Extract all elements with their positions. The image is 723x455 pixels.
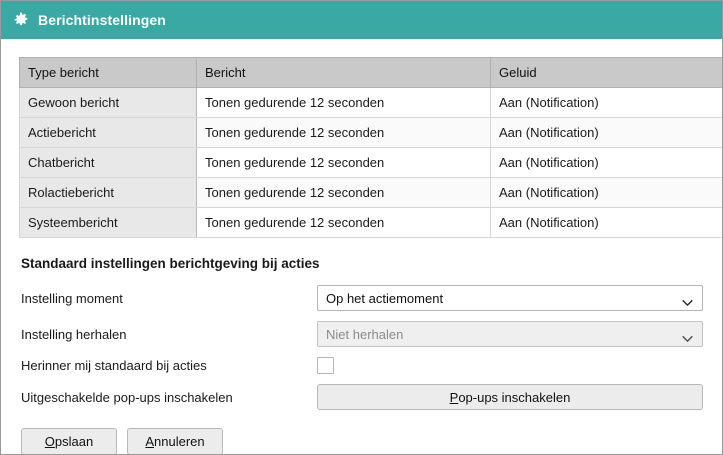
- repeat-row: [19, 321, 704, 347]
- column-header-sound: Geluid: [491, 58, 723, 88]
- moment-select-value: Op het actiemoment: [326, 290, 444, 306]
- repeat-select-value: Niet herhalen: [326, 326, 404, 342]
- cell-message[interactable]: Tonen gedurende 12 seconden: [197, 148, 491, 178]
- table-row[interactable]: [20, 178, 723, 208]
- enable-popups-button-mnemonic: P: [449, 389, 459, 405]
- save-button-label: pslaan: [54, 434, 94, 449]
- cancel-button-label: nnuleren: [154, 434, 205, 449]
- cell-message[interactable]: Tonen gedurende 12 seconden: [197, 178, 491, 208]
- save-button[interactable]: [21, 428, 117, 455]
- moment-row: [19, 285, 704, 311]
- cell-message[interactable]: Tonen gedurende 12 seconden: [197, 88, 491, 118]
- remind-label: Herinner mij standaard bij acties: [21, 358, 207, 373]
- popup-row: [19, 384, 704, 410]
- chevron-down-icon: [682, 295, 693, 302]
- repeat-select[interactable]: [317, 321, 703, 347]
- cell-sound[interactable]: Aan (Notification): [491, 208, 723, 238]
- remind-checkbox[interactable]: [317, 357, 334, 374]
- moment-label: Instelling moment: [21, 290, 123, 306]
- table-row[interactable]: [20, 118, 723, 148]
- column-header-message: Bericht: [197, 58, 491, 88]
- gear-icon: [13, 12, 29, 28]
- save-button-mnemonic: O: [44, 434, 55, 449]
- table-header-row: [20, 58, 723, 88]
- cancel-button-mnemonic: A: [145, 434, 155, 449]
- cell-type: Rolactiebericht: [20, 178, 197, 208]
- window-content: [1, 39, 722, 455]
- enable-popups-button-label: op-ups inschakelen: [458, 389, 571, 405]
- title-bar: [1, 1, 722, 39]
- table-row[interactable]: [20, 208, 723, 238]
- remind-row: [19, 357, 704, 374]
- cell-message[interactable]: Tonen gedurende 12 seconden: [197, 118, 491, 148]
- cell-sound[interactable]: Aan (Notification): [491, 118, 723, 148]
- cell-sound[interactable]: Aan (Notification): [491, 88, 723, 118]
- cell-message[interactable]: Tonen gedurende 12 seconden: [197, 208, 491, 238]
- defaults-section-title: Standaard instellingen berichtgeving bij acties: [21, 256, 320, 271]
- cell-type: Actiebericht: [20, 118, 197, 148]
- repeat-label: Instelling herhalen: [21, 326, 127, 342]
- cell-type: Systeembericht: [20, 208, 197, 238]
- cell-sound[interactable]: Aan (Notification): [491, 148, 723, 178]
- cell-type: Chatbericht: [20, 148, 197, 178]
- cell-type: Gewoon bericht: [20, 88, 197, 118]
- chevron-down-icon: [682, 331, 693, 338]
- column-header-type: Type bericht: [20, 58, 197, 88]
- enable-popups-button[interactable]: [317, 384, 703, 410]
- cell-sound[interactable]: Aan (Notification): [491, 178, 723, 208]
- table-row[interactable]: [20, 88, 723, 118]
- popup-label: Uitgeschakelde pop-ups inschakelen: [21, 389, 233, 405]
- cancel-button[interactable]: [127, 428, 223, 455]
- window-title: Berichtinstellingen: [38, 12, 166, 28]
- message-settings-table: [19, 57, 723, 238]
- moment-select[interactable]: [317, 285, 703, 311]
- table-row[interactable]: [20, 148, 723, 178]
- dialog-buttons: [19, 428, 704, 455]
